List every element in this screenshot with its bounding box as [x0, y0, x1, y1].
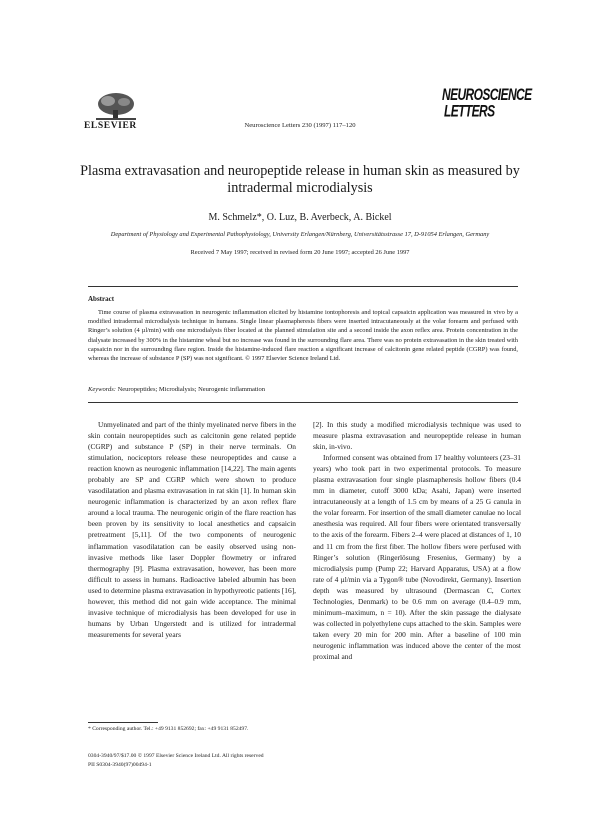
keywords-list: Neuropeptides; Microdialysis; Neurogenic inflammation: [115, 386, 266, 393]
pii-line: PII S0304-3940(97)00494-1: [88, 762, 152, 769]
keywords: [88, 386, 265, 393]
author-affiliation: Department of Physiology and Experimental Pathophysiology, University Erlangen/Nürnberg, Universitätsstrasse 17, D-91054 Erlangen, Germany: [110, 231, 490, 238]
corresponding-author-footnote: * Corresponding author. Tel.: +49 9131 852692; fax: +49 9131 852497.: [88, 726, 249, 732]
received-dates: Received 7 May 1997; received in revised form 20 June 1997; accepted 26 June 1997: [190, 249, 410, 256]
article-authors: M. Schmelz*, O. Luz, B. Averbeck, A. Bickel: [208, 212, 392, 223]
journal-logo-line2: LETTERS: [444, 100, 495, 120]
body-paragraph: Informed consent was obtained from 17 healthy volunteers (23–31 years) who took part in two experimental protocols. To measure plasma extravasation four single plasmapheresis hollow fibers (0.4 mm in diameter, cutoff 3000 kDa; Asahi, Japan) were inserted intracutaneously at a length of 1.5 cm by means of a 25 G canula in the volar forearm. For insertion of the small diameter canulae no local anesthesia was required. All four fibers were orientated transversally to the axis of the forearm. Fibers 2–4 were placed at distances of 1, 10 and 11 cm from the first fiber. The hollow fibers were perfused with Ringer’s solution (Ringerlösung Fresenius, Germany) by a microdialysis pump (Pump 22; Harvard Apparatus, USA) at a flow rate of 4 µl/min via a Tygon® tube (Novodirekt, Germany). Insertion depth was measured by ultrasound (Dermascan C, Cortex Technologies, Denmark) to be 0.6 mm on average (0.4–0.9 mm, minimum–maximum, n = 10). After the skin passage the dialysate was collected in polyethylene cups attached to the skin. Samples were taken every 20 min for 200 min. After a baseline of 100 min neurogenic inflammation was induced above the center of the most proximal and: [313, 453, 521, 661]
article-title: Plasma extravasation and neuropeptide release in human skin as measured by intradermal microdialysis: [80, 163, 520, 196]
body-column-left: [88, 419, 296, 640]
body-paragraph: Unmyelinated and part of the thinly myelinated nerve fibers in the skin contain neuropeptides such as calcitonin gene related peptide (CGRP) and substance P (SP) in their nerve terminals. On stimulation, nociceptors release these neuropeptides and cause a reaction known as neurogenic inflammation [14,22]. The main agents probably are SP and CGRP which were shown to produce vasodilatation and plasma extravasation in rat skin [1]. In human skin neurogenic inflammation is characterized by an axon reflex flare around a local trauma. The neurogenic origin of the flare reaction has been proven by its sensitivity to local anesthetics and capsaicin pretreatment [5,11]. Of the two components of neurogenic inflammation vasodilatation can be easily observed using non-invasive methods like laser Doppler flowmetry or infrared thermography [9]. Plasma extravasation, however, has been more difficult to assess in humans. Radioactive labeled albumin has been used to determine plasma extravasation in hypothyreotic patients [16], however, this method did not gain wide acceptance. The minimal invasive technique of microdialysis has been developed for use in humans by Urban Ungerstedt and is utilized for intradermal measurements for several years: [88, 420, 296, 639]
abstract-heading: Abstract: [88, 295, 115, 303]
copyright-line: 0304-3940/97/$17.00 © 1997 Elsevier Science Ireland Ltd. All rights reserved: [88, 753, 264, 759]
journal-logo: [442, 85, 532, 120]
body-column-right: [313, 419, 521, 662]
footnote-rule: [88, 722, 158, 723]
abstract-top-rule: [88, 286, 518, 287]
journal-logo-line1: NEUROSCIENCE: [442, 85, 532, 105]
keywords-label: Keywords:: [88, 386, 116, 393]
publisher-name: ELSEVIER: [84, 121, 137, 131]
abstract-text: Time course of plasma extravasation in neurogenic inflammation elicited by histamine iontophoresis and topical capsaicin application was measured in vivo by a modified intradermal microdialysis technique in humans. Single linear plasmapheresis fibers were inserted intracutaneously at the volar forearm and perfused with Ringer’s solution (4 µl/min) with one microdialysis fiber located at the planned stimulation site and a second inside the axon reflex area. Protein concentration in the dialysate increased by 300% in the histamine wheal but no increase was found in the surrounding flare area. There was no protein extravasation in the skin treated with capsaicin nor in the surrounding flare region. Inside the histamine-induced flare reaction a significant increase of calcitonin gene related peptide (CGRP) was found, whereas the increase of substance P (SP) was not significant. © 1997 Elsevier Science Ireland Ltd.: [88, 309, 518, 363]
journal-reference: Neuroscience Letters 230 (1997) 117–120: [244, 122, 356, 129]
body-paragraph: [2]. In this study a modified microdialysis technique was used to measure plasma extravasation and neuropeptide release in human skin, in-vivo.: [313, 420, 521, 452]
copyright-block: [88, 752, 264, 771]
abstract-bottom-rule: [88, 402, 518, 403]
